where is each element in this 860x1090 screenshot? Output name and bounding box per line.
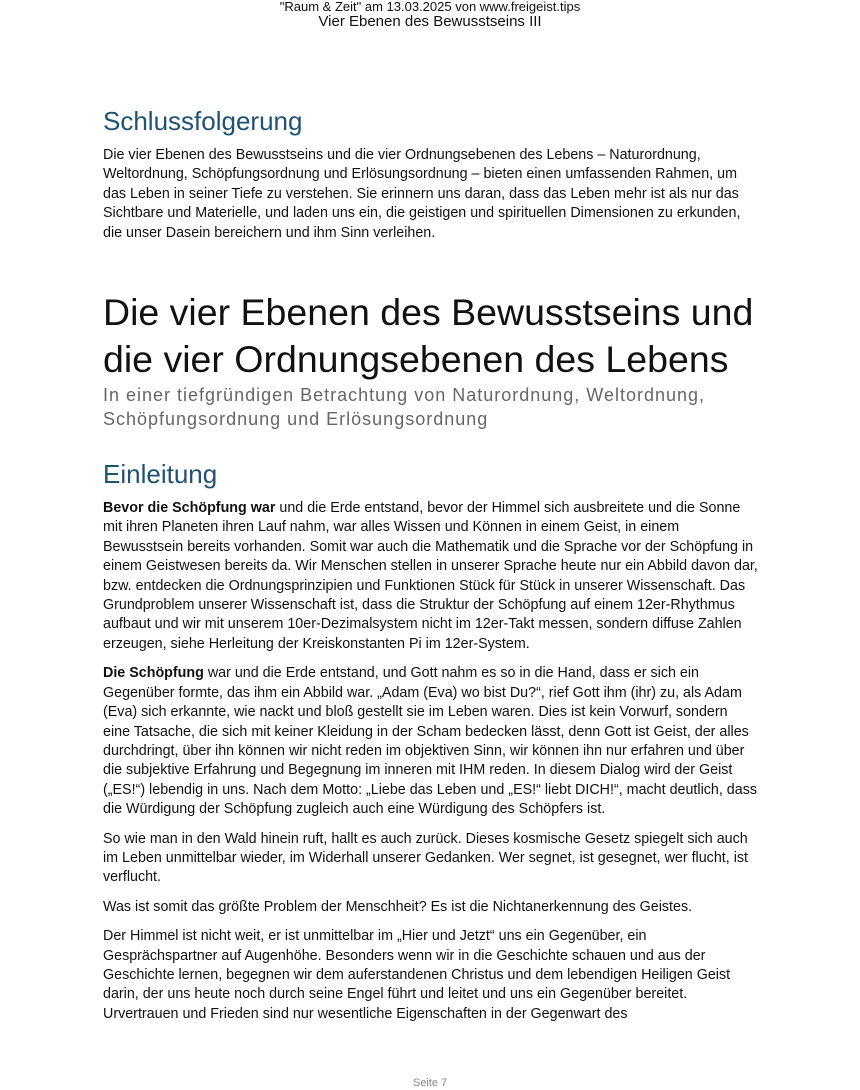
intro-paragraph-2-text: war und die Erde entstand, und Gott nahm es so in die Hand, dass er sich ein Gegenüber formte, das ihm ein Abbild war. „Adam (Eva) wo bist Du?“, rief Gott ihm (ihr) zu, als Adam (Eva) sich erkannte, wie nackt und bloß gestellt sie im Leben waren. Dies ist kein Vorwurf, sondern eine Tatsache, die sich mit keiner Kleidung in der Scham bedecken lässt, denn Gott ist Geist, der alles durchdringt, über ihn können wir nicht reden im objektiven Sinn, wir können ihn nur erfahren und über die subjektive Erfahrung und Begegnung im inneren mit IHM reden. In diesem Dialog wird der Geist („ES!“) lebendig in uns. Nach dem Motto: „Liebe das Leben und „ES!“ liebt DICH!“, macht deutlich, dass die Würdigung der Schöpfung zugleich auch eine Würdigung des Schöpfers ist.	[103, 665, 757, 818]
article-subtitle: In einer tiefgründigen Betrachtung von Naturordnung, Weltordnung, Schöpfungsordnung und Erlösungsordnung	[103, 385, 706, 430]
intro-paragraph-2	[103, 664, 758, 819]
header-document-title: Vier Ebenen des Bewusstseins III	[318, 13, 542, 30]
page-header	[0, 0, 860, 30]
conclusion-paragraph: Die vier Ebenen des Bewusstseins und die vier Ordnungsebenen des Lebens – Naturordnung, Weltordnung, Schöpfungsordnung und Erlösungsordnung – bieten einen umfassenden Rahmen, um das Leben in seiner Tiefe zu verstehen. Sie erinnern uns daran, dass das Leben mehr ist als nur das Sichtbare und Materielle, und laden uns ein, die geistigen und spirituellen Dimensionen zu erkunden, die unser Dasein bereichern und ihm Sinn verleihen.	[103, 147, 741, 241]
intro-heading: Einleitung	[103, 459, 218, 490]
page-number: Seite 7	[412, 1077, 448, 1089]
intro-paragraph-3: So wie man in den Wald hinein ruft, hallt es auch zurück. Dieses kosmische Gesetz spiegelt sich auch im Leben unmittelbar wieder, im Widerhall unserer Gedanken. Wer segnet, ist gesegnet, wer flucht, ist verflucht.	[103, 830, 748, 886]
article-title: Die vier Ebenen des Bewusstseins und die vier Ordnungsebenen des Lebens	[103, 291, 754, 381]
intro-paragraph-1	[103, 499, 758, 654]
page-content	[103, 104, 758, 1024]
header-source-line: "Raum & Zeit" am 13.03.2025 von www.freigeist.tips	[279, 0, 581, 14]
intro-paragraph-1-text: und die Erde entstand, bevor der Himmel sich ausbreitete und die Sonne mit ihren Planeten ihren Lauf nahm, war alles Wissen und Können in einem Geist, in einem Bewusstsein bereits vorhanden. Somit war auch die Mathematik und die Sprache vor der Schöpfung in einem Geistwesen bereits da. Wir Menschen stellen in unserer Sprache heute nur ein Abbild davon dar, bzw. entdecken die Ordnungsprinzipien und Funktionen Stück für Stück in unserer Wissenschaft. Das Grundproblem unserer Wissenschaft ist, dass die Struktur der Schöpfung auf einem 12er-Rhythmus aufbaut und wir mit unserem 10er-Dezimalsystem nicht im 12er-Takt messen, sondern diffuse Zahlen erzeugen, siehe Herleitung der Kreiskonstanten Pi im 12er-System.	[103, 500, 758, 652]
intro-paragraph-2-lead: Die Schöpfung	[103, 665, 204, 682]
intro-paragraph-5: Der Himmel ist nicht weit, er ist unmittelbar im „Hier und Jetzt“ uns ein Gegenüber, ein Gesprächspartner auf Augenhöhe. Besonders wenn wir in die Geschichte schauen und aus der Geschichte lernen, begegnen wir dem auferstandenen Christus und dem lebendigen Heiligen Geist darin, der uns heute noch durch seine Engel führt und leitet und uns ein Gegenüber bereitet. Urvertrauen und Frieden sind nur wesentliche Eigenschaften in der Gegenwart des	[103, 928, 731, 1022]
conclusion-heading: Schlussfolgerung	[103, 106, 303, 136]
intro-paragraph-4: Was ist somit das größte Problem der Menschheit? Es ist die Nichtanerkennung des Geistes.	[103, 898, 693, 915]
intro-paragraph-1-lead: Bevor die Schöpfung war	[103, 500, 276, 517]
